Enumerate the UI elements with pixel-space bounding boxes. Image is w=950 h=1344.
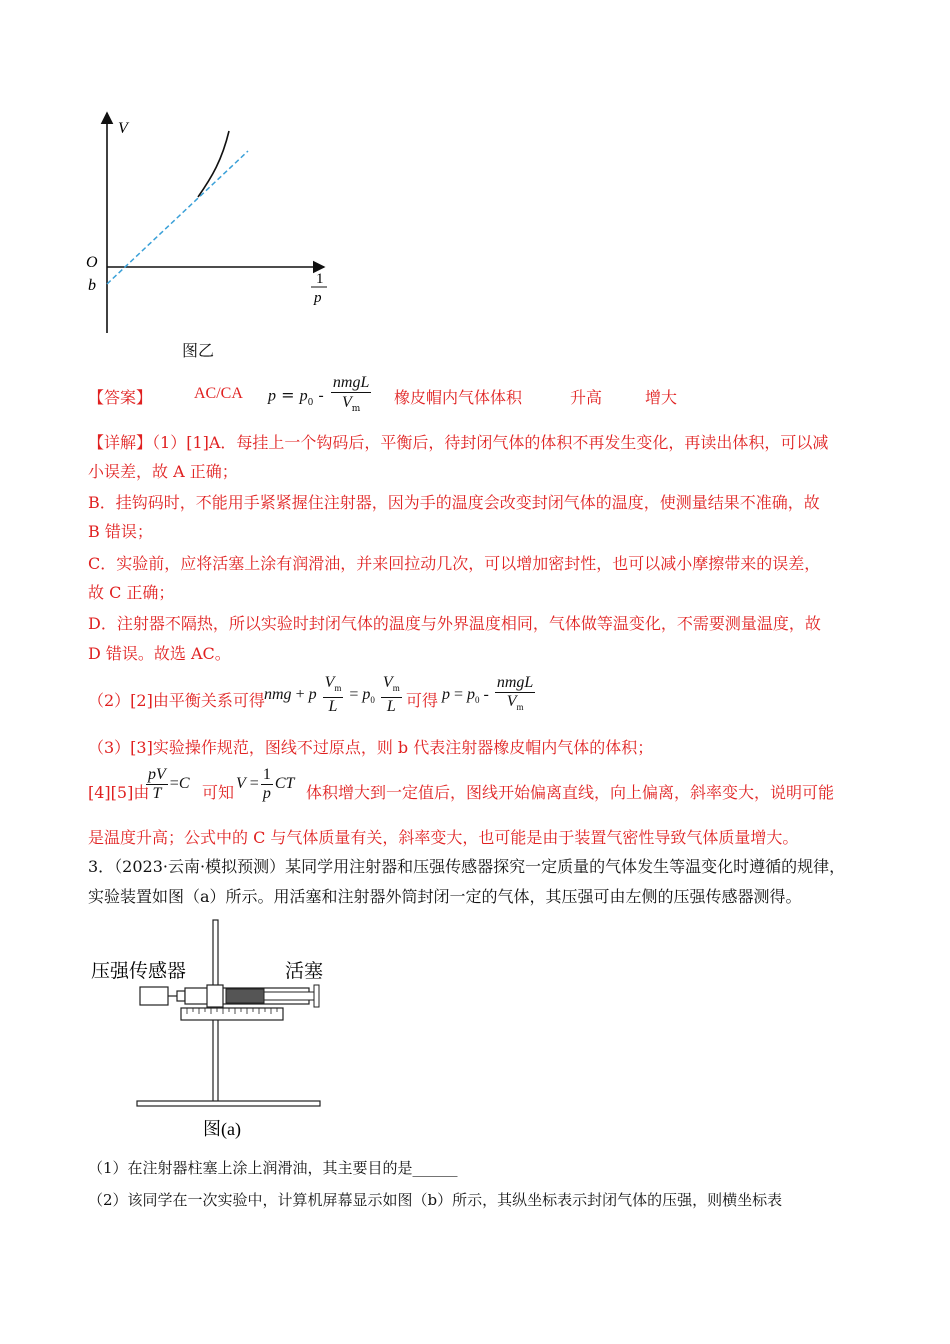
formula-denominator: V (341, 394, 352, 411)
detail-line-B-b: B 错误； (88, 522, 153, 541)
answer-1: AC/CA (194, 385, 243, 402)
piston-head (226, 989, 264, 1003)
plunger-rod (264, 992, 314, 1000)
answer-3: 橡皮帽内气体体积 (394, 388, 523, 407)
detail-line-B-a: B．挂钩码时，不能用手紧紧握住注射器，因为手的温度会改变封闭气体的温度，使测量结果不准确，故 (88, 493, 820, 512)
detail-line-C-b: 故 C 正确； (88, 583, 175, 602)
label-piston: 活塞 (285, 960, 324, 982)
graph-figure-yi (80, 105, 370, 345)
connector (177, 991, 185, 1001)
scale-ruler (181, 1008, 283, 1020)
formula-fraction (331, 374, 371, 418)
figure-yi-caption: 图乙 (182, 341, 215, 360)
question3-part1: （1）在注射器柱塞上涂上润滑油，其主要目的是______ (88, 1159, 458, 1177)
clamp (207, 985, 223, 1007)
question3-line1: 3．（2023·云南·模拟预测）某同学用注射器和压强传感器探究一定质量的气体发生等温变化时遵循的规律， (88, 857, 846, 876)
result-formula: $p = p_0$ - $\frac{\text{nmgL}}{V_m}$ (442, 674, 534, 713)
question3-line2: 实验装置如图（a）所示。用活塞和注射器外筒封闭一定的气体，其压强可由左侧的压强传感器测得。 (88, 887, 802, 906)
answer-2-formula: $p = p_0$ - $\frac{\text{nmgL}}{V_m}$ (268, 374, 373, 418)
answer-4: 升高 (570, 388, 603, 407)
stand-base (137, 1101, 320, 1106)
y-axis-label: V (118, 120, 128, 137)
origin-label: O (86, 254, 98, 271)
answer-5: 增大 (645, 388, 678, 407)
answer-tag: 【答案】 (88, 388, 153, 407)
formula-denominator-sub: m (351, 404, 361, 415)
detail-line-1a: 【详解】（1）[1]A．每挂上一个钩码后，平衡后，待封闭气体的体积不再发生变化，再读出体积，可以减 (88, 433, 829, 452)
detail-tag: 【详解】 (88, 433, 153, 452)
formula-numerator: nmgL (332, 374, 370, 391)
label-pressure-sensor: 压强传感器 (91, 960, 187, 982)
pressure-sensor-box (140, 987, 168, 1005)
plunger-end (314, 985, 319, 1007)
volume-formula: V = $\frac{1}{p}$ CT (236, 766, 295, 802)
question3-part2: （2）该同学在一次实验中，计算机屏幕显示如图（b）所示，其纵坐标表示封闭气体的压强，则横坐标表 (88, 1191, 783, 1209)
formula-p0: p (299, 387, 308, 405)
fit-line-dashed (107, 151, 248, 284)
detail-line-D-a: D．注射器不隔热，所以实验时封闭气体的温度与外界温度相同，气体做等温变化，不需要测量温度，故 (88, 614, 821, 633)
detail-line-D-b: D 错误。故选 AC。 (88, 644, 231, 663)
detail-line-3: （3）[3]实验操作规范，图线不过原点，则 b 代表注射器橡皮帽内气体的体积； (88, 738, 654, 757)
detail-line-1b: 小误差，故 A 正确； (88, 462, 238, 481)
apparatus-figure-a (85, 915, 345, 1145)
x-axis-label-num: 1 (316, 271, 324, 287)
formula-p0-sub: 0 (307, 397, 314, 408)
x-axis-label-den: p (314, 290, 322, 306)
gas-law-formula: $\frac{pV}{T}$ =C (148, 766, 190, 802)
detail-line-C-a: C．实验前，应将活塞上涂有润滑油，并来回拉动几次，可以增加密封性，也可以减小摩擦带来的误差， (88, 554, 821, 573)
equilibrium-formula: nmg + p $\frac{V_m}{L}$ = $p_0$ $\frac{V_m}{L}$ (264, 674, 400, 716)
data-curve (198, 131, 229, 197)
detail-line-5: 是温度升高；公式中的 C 与气体质量有关，斜率变大，也可能是由于装置气密性导致气体质量增大。 (88, 828, 799, 847)
formula-p: p (268, 387, 276, 405)
intercept-label: b (88, 277, 96, 294)
figure-a-caption: 图(a) (203, 1119, 241, 1139)
